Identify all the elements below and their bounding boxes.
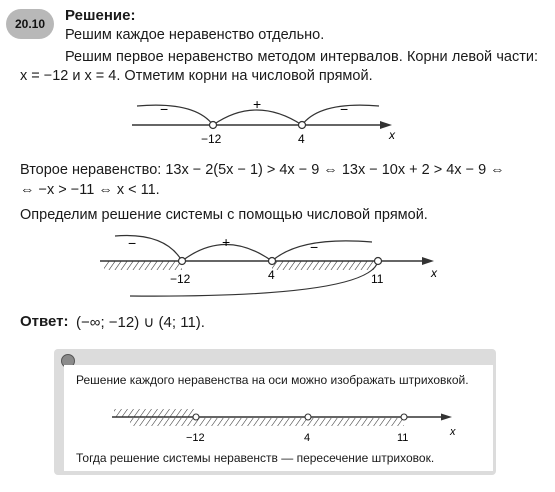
sign-label: +	[222, 234, 231, 250]
point-open	[210, 122, 217, 129]
note-content	[64, 365, 493, 471]
hatch-left	[104, 261, 182, 270]
axis-variable: x	[431, 266, 437, 280]
hatch-left	[114, 409, 196, 417]
first-inequality-text: Решим первое неравенство методом интервалов. Корни левой части: x = −12 и x = 4. Отметим корни на числовой прямой.	[20, 49, 538, 84]
solution-heading: Решение:	[65, 7, 136, 24]
axis-variable: x	[389, 128, 395, 142]
tick-label: 4	[304, 432, 311, 444]
point-open	[179, 258, 186, 265]
hatch-middle	[272, 261, 378, 270]
problem-number: 20.10	[14, 17, 46, 31]
second-inequality-line-2: ⇔ −x > −11 ⇔ x < 11.	[20, 182, 160, 198]
number-line-1	[0, 90, 555, 152]
sign-label: −	[160, 101, 169, 117]
point-open	[299, 122, 306, 129]
point-open	[305, 414, 311, 420]
sign-label: −	[310, 239, 319, 255]
system-line: Определим решение системы с помощью числовой прямой.	[20, 207, 428, 223]
tick-label: 11	[397, 432, 409, 444]
point-open	[193, 414, 199, 420]
answer-value: (−∞; −12) ∪ (4; 11).	[76, 314, 205, 331]
axis-arrow	[441, 414, 452, 421]
problem-number-badge	[6, 9, 54, 39]
tick-label: 11	[371, 272, 384, 286]
point-open	[401, 414, 407, 420]
tick-label: −12	[201, 132, 222, 146]
note-text-1: Решение каждого неравенства на оси можно изображать штриховкой.	[76, 373, 469, 387]
axis-variable: x	[450, 426, 456, 438]
intro-line: Решим каждое неравенство отдельно.	[65, 27, 325, 43]
axis-arrow	[422, 257, 434, 265]
sign-arc	[137, 105, 213, 125]
sign-arc	[213, 110, 302, 125]
answer-label: Ответ:	[20, 313, 69, 330]
sign-label: −	[128, 235, 137, 251]
point-open	[269, 258, 276, 265]
sign-arc	[272, 241, 372, 261]
second-inequality-line-1: Второе неравенство: 13x − 2(5x − 1) > 4x − 9 ⇔ 13x − 10x + 2 > 4x − 9 ⇔	[20, 162, 505, 178]
tick-label: −12	[186, 432, 205, 444]
number-line-2	[0, 228, 555, 308]
first-inequality-paragraph	[20, 48, 538, 86]
note-box	[54, 349, 496, 475]
sign-label: +	[253, 96, 262, 112]
note-number-line	[64, 405, 493, 449]
tick-label: 4	[268, 268, 275, 282]
tick-label: −12	[170, 272, 191, 286]
note-text-2: Тогда решение системы неравенств — пересечение штриховок.	[76, 451, 435, 465]
sign-arc	[115, 236, 182, 261]
point-open	[375, 258, 382, 265]
tick-label: 4	[298, 132, 305, 146]
sign-label: −	[340, 101, 349, 117]
hatch-right	[130, 418, 404, 426]
